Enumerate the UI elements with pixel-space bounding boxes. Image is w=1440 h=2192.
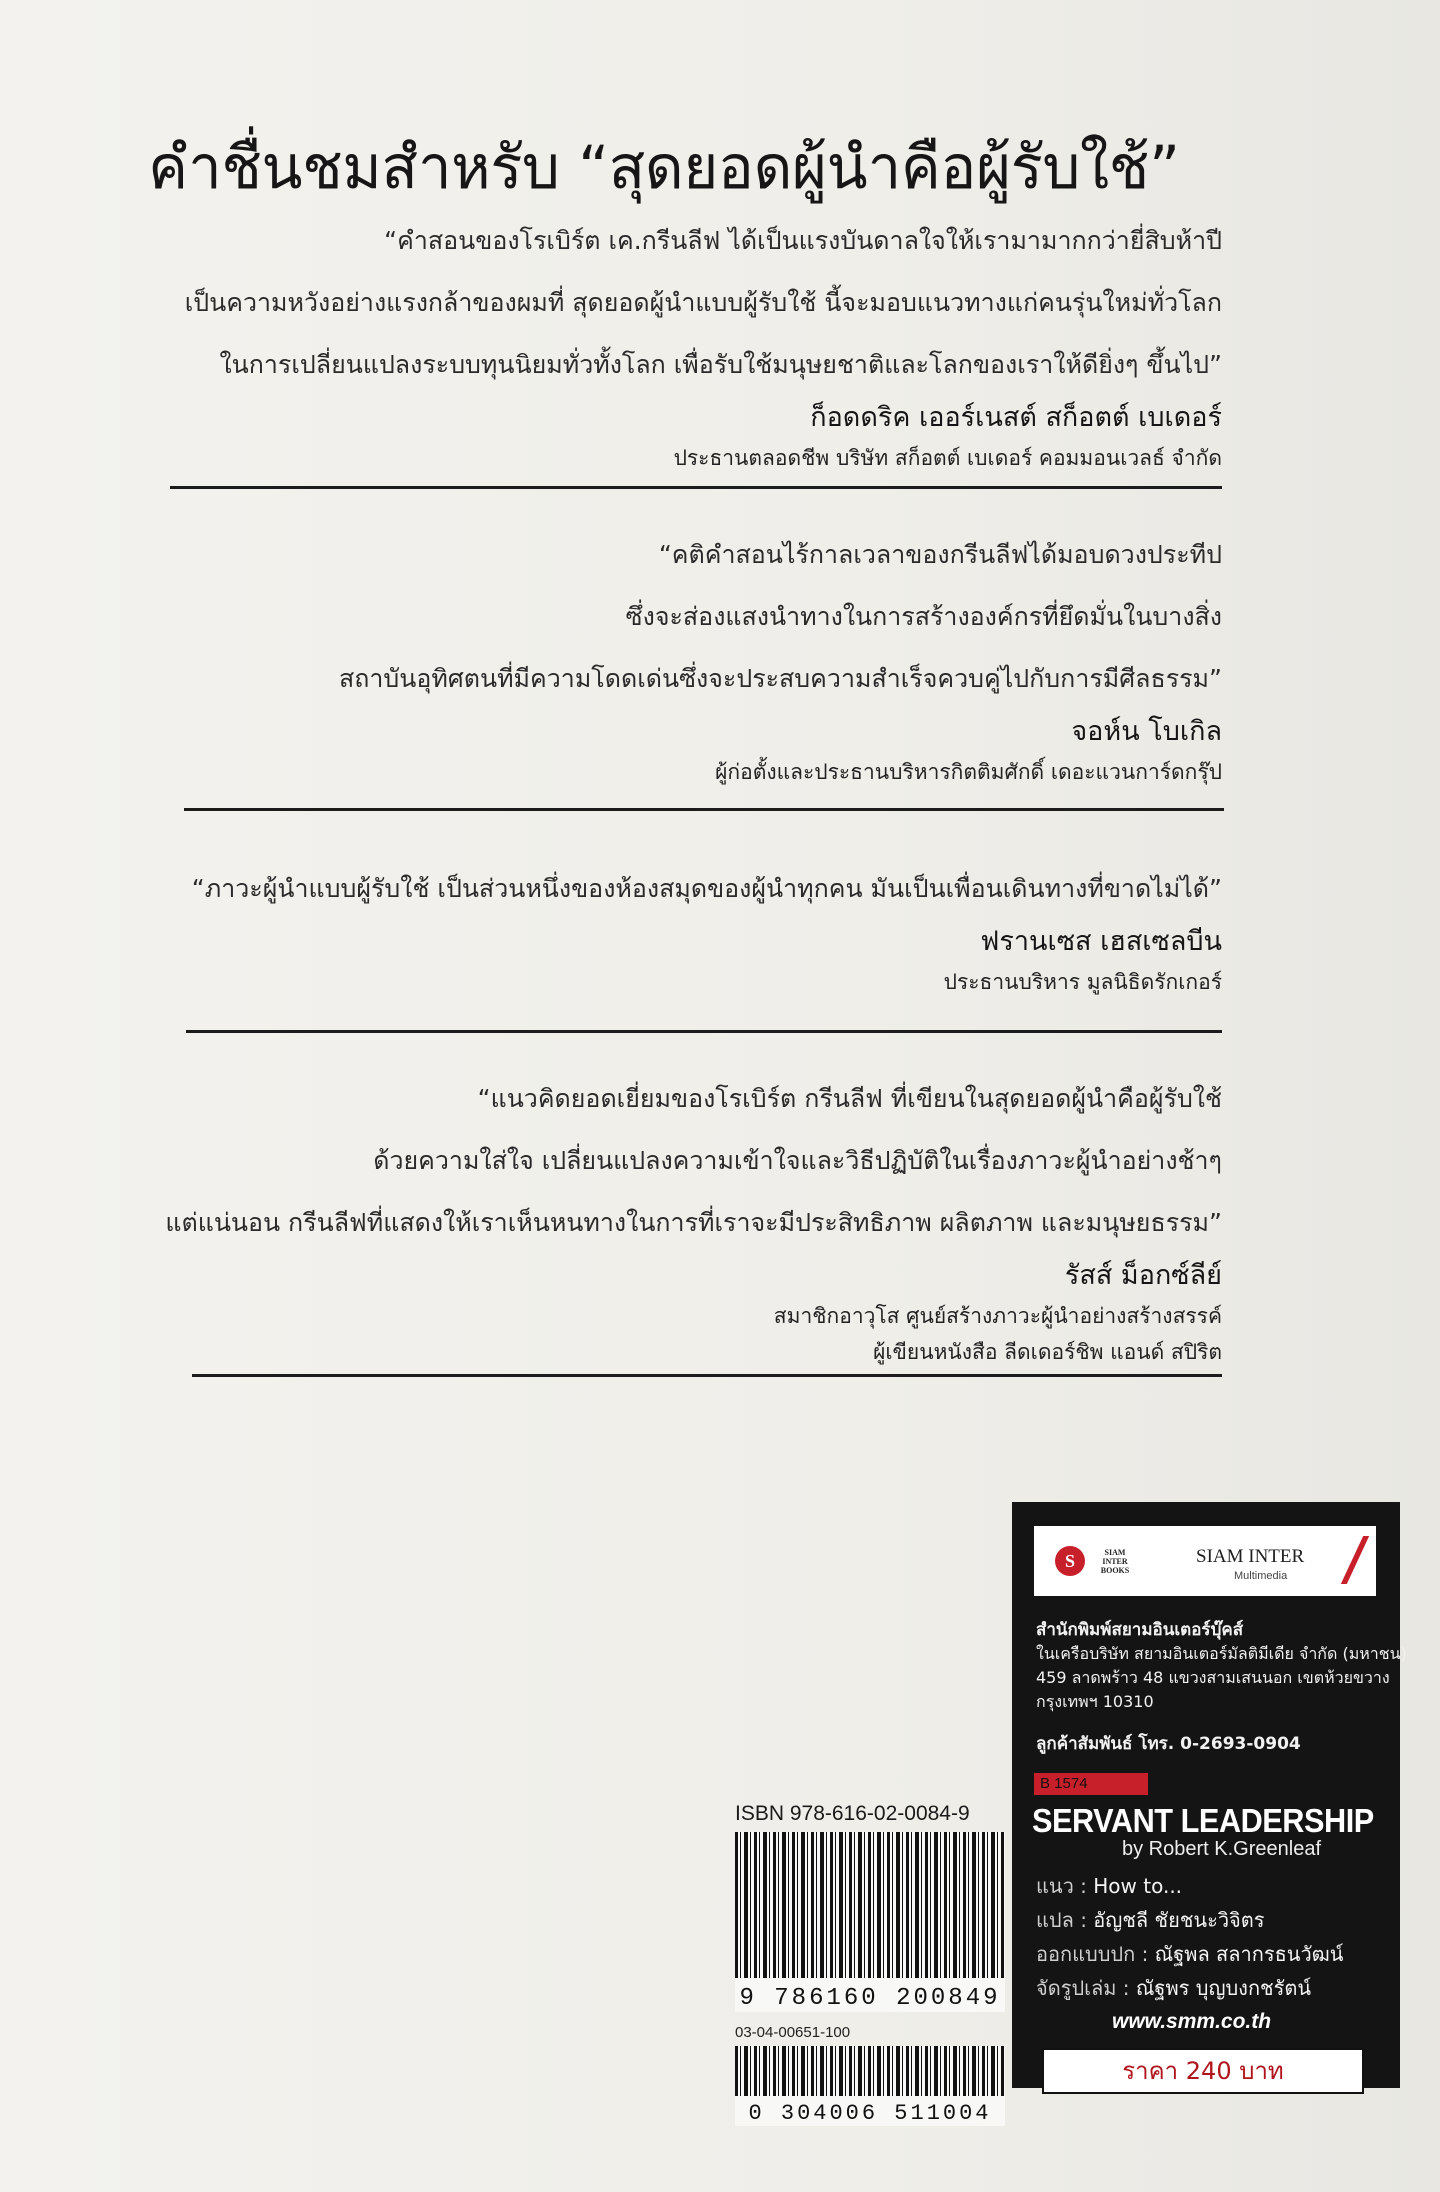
endorsement-4	[165, 1068, 1222, 1370]
logo-wordmark: SIAM INTER BOOKS	[1100, 1547, 1130, 1575]
endorser-affiliation: ผู้ก่อตั้งและประธานบริหารกิตติมศักดิ์ เดอะแวนการ์ดกรุ๊ป	[715, 760, 1222, 784]
credit-key: แนว :	[1036, 1874, 1094, 1898]
publisher-panel	[1012, 1502, 1407, 2088]
credit-line	[1036, 1972, 1311, 2004]
barcode-bars	[735, 2046, 1005, 2096]
book-author: by Robert K.Greenleaf	[1122, 1838, 1321, 1860]
credit-key: แปล :	[1036, 1908, 1094, 1932]
quote-line: ซึ่งจะส่องแสงนำทางในการสร้างองค์กรที่ยึดมั่นในบางสิ่ง	[625, 602, 1222, 631]
page-title: คำชื่นชมสำหรับ “สุดยอดผู้นำคือผู้รับใช้”	[148, 133, 1180, 203]
quote-line: “คำสอนของโรเบิร์ต เค.กรีนลีฟ ได้เป็นแรงบันดาลใจให้เรามามากกว่ายี่สิบห้าปี	[384, 226, 1222, 255]
publisher-address: กรุงเทพฯ 10310	[1036, 1692, 1154, 1711]
barcode-digits: 0 304006 511004	[748, 2101, 992, 2126]
divider	[184, 808, 1224, 811]
credit-key: ออกแบบปก :	[1036, 1942, 1155, 1966]
credit-value: ณัฐพร บุญบงกชรัตน์	[1135, 1976, 1312, 2000]
publisher-logo	[1034, 1526, 1160, 1596]
isbn-barcode	[735, 1832, 1005, 2012]
product-barcode	[735, 2046, 1005, 2126]
endorser-affiliation: ผู้เขียนหนังสือ ลีดเดอร์ชิพ แอนด์ สปิริต	[873, 1340, 1222, 1364]
endorser-name: รัสส์ ม็อกซ์ลีย์	[1064, 1260, 1222, 1291]
divider	[192, 1374, 1222, 1377]
barcode-digits: 9 786160 200849	[739, 1985, 1001, 2012]
price-label: ราคา 240 บาท	[1042, 2048, 1364, 2094]
endorsement-2	[339, 524, 1222, 790]
siam-inter-logo-icon: S	[1055, 1546, 1085, 1576]
endorser-name: ก็อดดริค เออร์เนสต์ สก็อตต์ เบเดอร์	[810, 402, 1222, 433]
bolt-icon	[1341, 1536, 1369, 1584]
quote-line: ด้วยความใส่ใจ เปลี่ยนแปลงความเข้าใจและวิธีปฏิบัติในเรื่องภาวะผู้นำอย่างช้าๆ	[373, 1146, 1222, 1175]
publisher-address: 459 ลาดพร้าว 48 แขวงสามเสนนอก เขตห้วยขวาง	[1036, 1668, 1390, 1687]
publisher-name: สำนักพิมพ์สยามอินเตอร์บุ๊คส์	[1036, 1620, 1244, 1640]
quote-line: “คติคำสอนไร้กาลเวลาของกรีนลีฟได้มอบดวงประทีป	[658, 540, 1222, 569]
credit-line	[1036, 1870, 1182, 1902]
endorser-name: ฟรานเซส เฮสเซลบีน	[980, 926, 1222, 957]
isbn-label: ISBN 978-616-02-0084-9	[735, 1802, 970, 1825]
credit-key: จัดรูปเล่ม :	[1036, 1976, 1136, 2000]
quote-line: สถาบันอุทิศตนที่มีความโดดเด่นซึ่งจะประสบความสำเร็จควบคู่ไปกับการมีศีลธรรม”	[338, 664, 1222, 693]
divider	[170, 486, 1222, 489]
book-code-badge: B 1574	[1034, 1773, 1148, 1795]
endorser-affiliation: ประธานตลอดชีพ บริษัท สก็อตต์ เบเดอร์ คอมมอนเวลธ์ จำกัด	[673, 446, 1222, 470]
credit-value: อัญชลี ชัยชนะวิจิตร	[1093, 1908, 1265, 1932]
credit-value: ณัฐพล สลากรธนวัฒน์	[1154, 1942, 1344, 1966]
quote-line: เป็นความหวังอย่างแรงกล้าของผมที่ สุดยอดผู้นำแบบผู้รับใช้ นี้จะมอบแนวทางแก่คนรุ่นใหม่ทั่วโลก	[184, 288, 1222, 317]
quote-line: “ภาวะผู้นำแบบผู้รับใช้ เป็นส่วนหนึ่งของห้องสมุดของผู้นำทุกคน มันเป็นเพื่อนเดินทางที่ขาดไม่ได้”	[191, 874, 1222, 903]
quote-line: ในการเปลี่ยนแปลงระบบทุนนิยมทั่วทั้งโลก เพื่อรับใช้มนุษยชาติและโลกของเราให้ดียิ่งๆ ขึ้นไป”	[219, 350, 1222, 379]
endorsement-1	[185, 210, 1222, 476]
contact-line: ลูกค้าสัมพันธ์ โทร. 0-2693-0904	[1036, 1734, 1301, 1754]
multimedia-logo	[1152, 1526, 1376, 1596]
quote-line: “แนวคิดยอดเยี่ยมของโรเบิร์ต กรีนลีฟ ที่เขียนในสุดยอดผู้นำคือผู้รับใช้	[477, 1084, 1222, 1113]
endorser-name: จอห์น โบเกิล	[1071, 716, 1222, 747]
multimedia-sub: Multimedia	[1234, 1570, 1288, 1582]
website-link[interactable]: www.smm.co.th	[1112, 2010, 1272, 2033]
endorser-affiliation: สมาชิกอาวุโส ศูนย์สร้างภาวะผู้นำอย่างสร้างสรรค์	[773, 1304, 1222, 1328]
credit-line	[1036, 1938, 1343, 1970]
product-code-label: 03-04-00651-100	[735, 2024, 851, 2041]
divider	[186, 1030, 1222, 1033]
multimedia-name: SIAM INTER	[1196, 1546, 1305, 1567]
endorser-affiliation: ประธานบริหาร มูลนิธิดรักเกอร์	[943, 970, 1222, 994]
publisher-address: ในเครือบริษัท สยามอินเตอร์มัลติมีเดีย จำกัด (มหาชน)	[1036, 1644, 1407, 1663]
credit-line	[1036, 1904, 1265, 1936]
endorsement-3	[192, 858, 1222, 1000]
book-title: SERVANT LEADERSHIP	[1032, 1802, 1374, 1839]
quote-line: แต่แน่นอน กรีนลีฟที่แสดงให้เราเห็นหนทางในการที่เราจะมีประสิทธิภาพ ผลิตภาพ และมนุษยธรรม”	[165, 1208, 1222, 1237]
barcode-bars	[735, 1832, 1005, 1978]
credit-value: How to...	[1093, 1874, 1183, 1898]
